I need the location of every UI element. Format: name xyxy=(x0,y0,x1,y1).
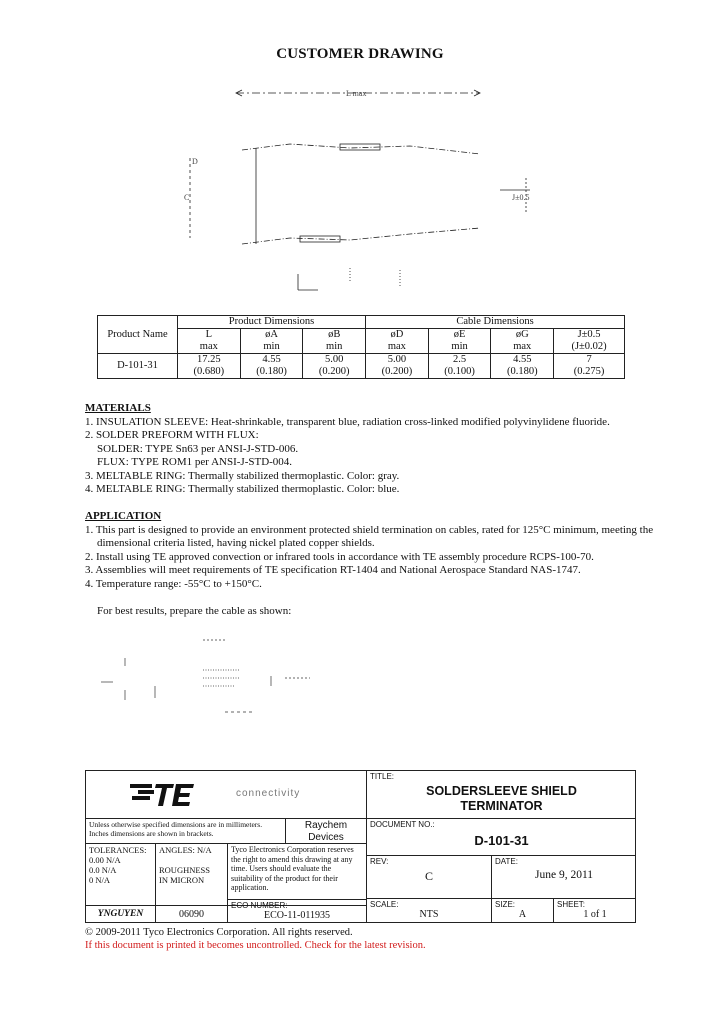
materials-heading: MATERIALS xyxy=(85,402,151,414)
brand-line2: Devices xyxy=(308,832,344,843)
units-note: Unless otherwise specified dimensions are in millimeters. Inches dimensions are shown in brackets. xyxy=(86,819,286,844)
inch-j: (0.275) xyxy=(573,366,605,377)
col-l-name: L xyxy=(205,329,213,340)
docno-label: DOCUMENT NO.: xyxy=(370,820,435,829)
brand-line1: Raychem xyxy=(304,820,348,831)
size-cell xyxy=(492,899,554,923)
title-block xyxy=(85,770,636,923)
col-j-name: J±0.5 xyxy=(577,329,601,340)
table-row xyxy=(98,354,625,379)
uncontrolled-warning: If this document is printed it becomes uncontrolled. Check for the latest revision. xyxy=(85,940,426,951)
d-label: D xyxy=(192,157,198,166)
angles-cell xyxy=(156,844,228,906)
col-a-name: øA xyxy=(265,329,278,340)
date-cell xyxy=(492,856,636,899)
eco-number: ECO-11-011935 xyxy=(264,910,330,921)
tolerance-line: 0.0 N/A xyxy=(89,865,117,875)
col-l-limit: max xyxy=(199,341,218,352)
sheet-label: SHEET: xyxy=(557,900,586,909)
title-label: TITLE: xyxy=(370,772,395,781)
col-g-limit: max xyxy=(513,341,532,352)
col-e-name: øE xyxy=(453,329,466,340)
col-g-name: øG xyxy=(515,329,529,340)
tolerance-line: 0.00 N/A xyxy=(89,855,121,865)
col-d-name: øD xyxy=(390,329,404,340)
col-e-limit: min xyxy=(451,341,468,352)
copyright: © 2009-2011 Tyco Electronics Corporation. All rights reserved. xyxy=(85,927,353,938)
rev-label: REV: xyxy=(370,857,389,866)
value-l: 17.25 xyxy=(197,354,221,365)
cage-code: 06090 xyxy=(179,909,204,920)
application-line: 3. Assemblies will meet requirements of TE specification RT-1404 and National Aerospace Standard NAS-1747. xyxy=(85,564,581,576)
tolerance-line: 0 N/A xyxy=(89,875,111,885)
dimension-table xyxy=(97,315,625,379)
scale: NTS xyxy=(419,909,439,920)
cable-prep-note: For best results, prepare the cable as shown: xyxy=(97,605,292,617)
cable-dimensions-header: Cable Dimensions xyxy=(366,316,625,329)
materials-line: 4. MELTABLE RING: Thermally stabilized thermoplastic. Color: blue. xyxy=(85,483,400,495)
drawn-by: YNGUYEN xyxy=(97,909,144,919)
inch-l: (0.680) xyxy=(193,366,225,377)
revision: C xyxy=(424,869,433,883)
row-product-name: D-101-31 xyxy=(98,354,178,379)
materials-line: FLUX: TYPE ROM1 per ANSI-J-STD-004. xyxy=(97,456,293,468)
sheet: 1 of 1 xyxy=(583,909,607,920)
roughness-line1: ROUGHNESS xyxy=(159,865,211,875)
value-g: 4.55 xyxy=(513,354,532,365)
drawing-title-line2: TERMINATOR xyxy=(460,799,543,813)
application-line: dimensional criteria listed, having nickel plated copper shields. xyxy=(97,537,375,549)
value-b: 5.00 xyxy=(325,354,344,365)
col-b-name: øB xyxy=(328,329,341,340)
roughness-line2: IN MICRON xyxy=(159,875,205,885)
j-label: J±0.5 xyxy=(512,193,530,202)
cable-prep-drawing xyxy=(95,630,355,720)
tolerances-label: TOLERANCES: xyxy=(89,845,147,855)
inch-a: (0.180) xyxy=(256,366,287,377)
brand-cell xyxy=(286,819,367,844)
tolerances-cell xyxy=(86,844,156,906)
materials-line: SOLDER: TYPE Sn63 per ANSI-J-STD-006. xyxy=(97,442,299,455)
length-label: L max xyxy=(346,89,367,98)
date-label: DATE: xyxy=(495,857,518,866)
application-line: 1. This part is designed to provide an environment protected shield termination on cables, rated for 125°C minimum, meeting the xyxy=(85,523,654,536)
materials-section xyxy=(85,402,610,497)
value-j: 7 xyxy=(586,354,592,365)
inch-e: (0.100) xyxy=(444,366,475,377)
product-drawing xyxy=(150,78,590,298)
sheet-cell xyxy=(554,899,636,923)
col-j-limit: (J±0.02) xyxy=(571,341,607,352)
size-label: SIZE: xyxy=(495,900,516,909)
application-heading: APPLICATION xyxy=(85,510,162,522)
eco-cell xyxy=(228,899,367,923)
company-tagline: connectivity xyxy=(236,788,301,799)
inch-g: (0.180) xyxy=(506,366,538,377)
drawn-cell xyxy=(86,906,156,923)
document-number: D-101-31 xyxy=(474,833,529,848)
materials-line: 3. MELTABLE RING: Thermally stabilized thermoplastic. Color: gray. xyxy=(85,469,400,482)
eco-label: ECO NUMBER: xyxy=(231,901,288,910)
title-cell xyxy=(367,771,636,819)
c-label: C xyxy=(184,193,190,202)
angles: ANGLES: N/A xyxy=(159,845,212,855)
inch-b: (0.200) xyxy=(318,366,350,377)
document-number-cell xyxy=(367,819,636,856)
scale-label: SCALE: xyxy=(370,900,399,909)
size: A xyxy=(518,909,527,920)
materials-line: 2. SOLDER PREFORM WITH FLUX: xyxy=(85,429,259,441)
scale-cell xyxy=(367,899,492,923)
rights-note: Tyco Electronics Corporation reserves the right to amend this drawing at any time. Users should evaluate the suitability of the product for their application. xyxy=(228,844,367,906)
te-logo xyxy=(130,780,210,810)
logo-cell xyxy=(86,771,367,819)
drawing-title-line1: SOLDERSLEEVE SHIELD xyxy=(426,784,577,798)
date: June 9, 2011 xyxy=(534,869,594,881)
value-a: 4.55 xyxy=(262,354,281,365)
product-name-header: Product Name xyxy=(98,316,178,354)
application-line: 2. Install using TE approved convection or infrared tools in accordance with TE assembly procedure RCPS-100-70. xyxy=(85,550,594,563)
col-a-limit: min xyxy=(263,341,280,352)
product-dimensions-header: Product Dimensions xyxy=(178,316,366,329)
inch-d: (0.200) xyxy=(381,366,413,377)
value-e: 2.5 xyxy=(453,354,467,365)
col-b-limit: min xyxy=(326,341,343,352)
application-section xyxy=(85,510,653,619)
application-line: 4. Temperature range: -55°C to +150°C. xyxy=(85,577,262,590)
materials-line: 1. INSULATION SLEEVE: Heat-shrinkable, transparent blue, radiation cross-linked modified polyvinylidene fluoride. xyxy=(85,415,610,428)
value-d: 5.00 xyxy=(387,354,407,365)
col-d-limit: max xyxy=(387,341,406,352)
page-title: CUSTOMER DRAWING xyxy=(276,46,444,62)
rev-cell xyxy=(367,856,492,899)
cage-cell xyxy=(156,906,228,923)
